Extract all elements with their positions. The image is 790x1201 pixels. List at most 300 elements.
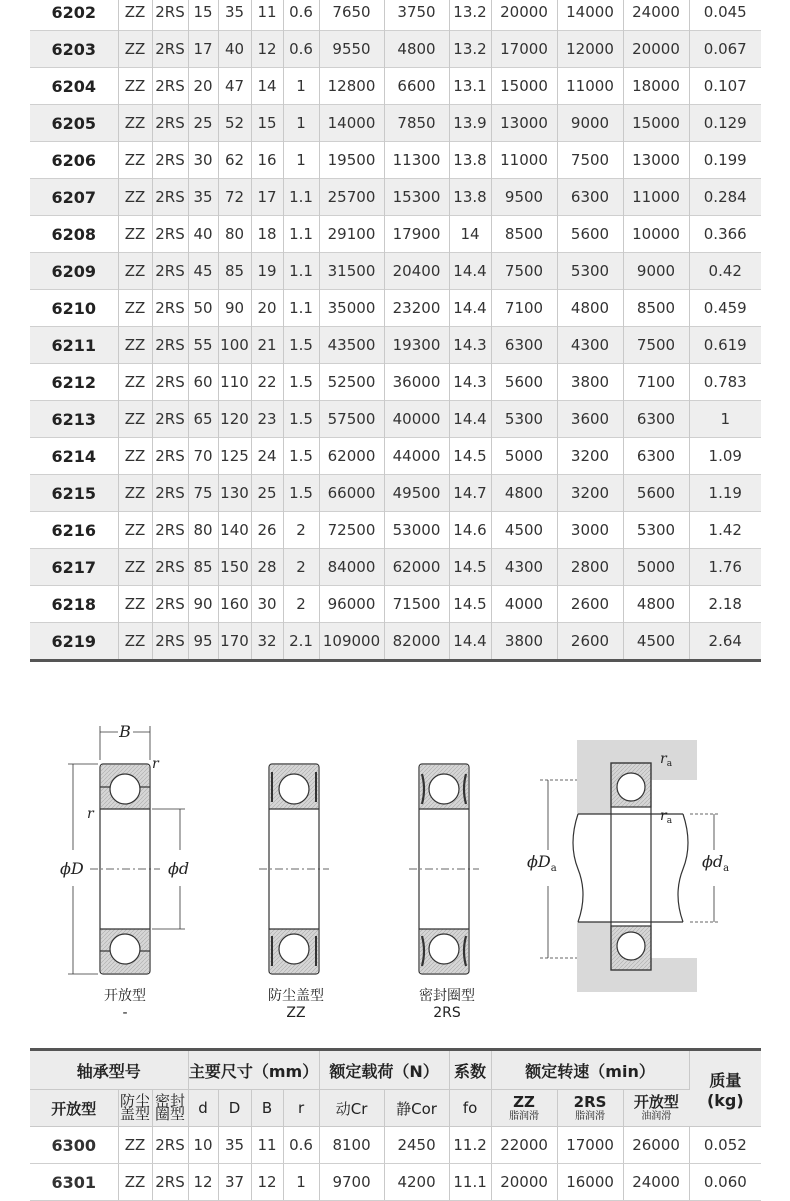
table-cell: 7850 xyxy=(384,105,449,142)
table-row xyxy=(30,179,761,216)
header-load: 额定载荷（N） xyxy=(319,1050,449,1090)
table-cell: 19 xyxy=(251,253,283,290)
table-cell: 1 xyxy=(689,401,761,438)
bearing-table-6300 xyxy=(30,1048,761,1201)
table-cell: 32 xyxy=(251,623,283,661)
table-cell: 14.4 xyxy=(449,401,491,438)
table-cell: 53000 xyxy=(384,512,449,549)
table-cell: 13.8 xyxy=(449,179,491,216)
table-row xyxy=(30,31,761,68)
table-cell: 1.1 xyxy=(283,179,319,216)
table-cell: 3800 xyxy=(491,623,557,661)
table-cell: 0.129 xyxy=(689,105,761,142)
table-cell: 1 xyxy=(283,142,319,179)
header-r: r xyxy=(283,1090,319,1127)
dim-ra-top-label: $r_a$ xyxy=(660,751,673,769)
table-cell: 5300 xyxy=(623,512,689,549)
shield-type-sublabel: ZZ xyxy=(286,1005,306,1021)
table-cell: ZZ xyxy=(118,327,152,364)
shield-type-label: 防尘盖型 xyxy=(268,988,324,1004)
table-row xyxy=(30,327,761,364)
table-cell: 11.1 xyxy=(449,1164,491,1201)
table-cell: 35 xyxy=(218,0,251,31)
table-cell: 11 xyxy=(251,0,283,31)
table-cell: 3750 xyxy=(384,0,449,31)
table-cell: 15 xyxy=(251,105,283,142)
model-cell: 6216 xyxy=(30,512,118,549)
table-cell: 0.459 xyxy=(703,299,747,317)
model-cell: 6213 xyxy=(30,401,118,438)
table-row xyxy=(30,105,761,142)
table-cell: 14 xyxy=(251,68,283,105)
table-cell: 2RS xyxy=(152,623,188,661)
table-row xyxy=(30,1164,761,1201)
seal-type-caption xyxy=(387,988,507,1022)
table-cell: 24000 xyxy=(623,0,689,31)
table-cell: 4800 xyxy=(491,475,557,512)
table-cell: 2450 xyxy=(384,1127,449,1164)
table-cell: 22000 xyxy=(491,1127,557,1164)
table-cell: ZZ xyxy=(118,105,152,142)
table-cell: 14.4 xyxy=(449,253,491,290)
table-cell: 50 xyxy=(188,290,218,327)
table-cell: 72 xyxy=(218,179,251,216)
table-cell: 62000 xyxy=(384,549,449,586)
table-cell: 35 xyxy=(188,179,218,216)
model-cell: 6301 xyxy=(30,1164,118,1201)
table-cell: 43500 xyxy=(319,327,384,364)
table-row xyxy=(30,475,761,512)
table-cell: 80 xyxy=(218,216,251,253)
table-cell: 0.067 xyxy=(689,31,761,68)
table-cell: 22 xyxy=(251,364,283,401)
table-cell: 5600 xyxy=(623,475,689,512)
table-cell: 49500 xyxy=(384,475,449,512)
table-cell: 35 xyxy=(218,1127,251,1164)
table-cell: 45 xyxy=(188,253,218,290)
table-cell: ZZ xyxy=(118,438,152,475)
open-type-sublabel: - xyxy=(122,1005,128,1021)
header-2rs: 2RS 脂润滑 xyxy=(557,1090,623,1127)
table-cell: 2.64 xyxy=(689,623,761,661)
table-cell: 3200 xyxy=(557,475,623,512)
table-cell: 1.1 xyxy=(283,290,319,327)
table-cell: 10000 xyxy=(623,216,689,253)
table-cell: 7500 xyxy=(623,327,689,364)
table-cell: 28 xyxy=(251,549,283,586)
table-row xyxy=(30,401,761,438)
table-cell: ZZ xyxy=(118,31,152,68)
table-cell: 82000 xyxy=(384,623,449,661)
table-cell: 72500 xyxy=(319,512,384,549)
table-cell: 15000 xyxy=(623,105,689,142)
table-cell: 2RS xyxy=(152,253,188,290)
table-cell: 4000 xyxy=(491,586,557,623)
table-cell: 1.09 xyxy=(708,447,742,465)
table-cell: 0.619 xyxy=(689,327,761,364)
table-cell: 12 xyxy=(251,31,283,68)
table-cell: 2RS xyxy=(152,0,188,31)
table-cell: 35000 xyxy=(319,290,384,327)
table-cell: 4800 xyxy=(384,31,449,68)
table-cell: 4800 xyxy=(623,586,689,623)
table-cell: 80 xyxy=(188,512,218,549)
table-cell: ZZ xyxy=(118,0,152,31)
table-cell: 4800 xyxy=(557,290,623,327)
table-cell: 1.1 xyxy=(283,216,319,253)
table-cell: 17 xyxy=(188,31,218,68)
table-cell: 1 xyxy=(283,105,319,142)
table-cell: 1.5 xyxy=(283,327,319,364)
table-cell: 5600 xyxy=(557,216,623,253)
table-cell: 57500 xyxy=(319,401,384,438)
table-cell: 170 xyxy=(218,623,251,661)
table-cell: 7100 xyxy=(491,290,557,327)
table-cell: 17000 xyxy=(491,31,557,68)
table-cell: 2RS xyxy=(152,1127,188,1164)
table-cell: 1.5 xyxy=(283,438,319,475)
table-cell: ZZ xyxy=(118,179,152,216)
table-row xyxy=(30,623,761,661)
table-cell: 37 xyxy=(218,1164,251,1201)
table-cell: 130 xyxy=(218,475,251,512)
table-cell: 13.2 xyxy=(449,0,491,31)
dim-D-label: ϕD xyxy=(60,859,84,878)
table-cell: 100 xyxy=(218,327,251,364)
table-cell: 25 xyxy=(251,475,283,512)
table-cell: 2RS xyxy=(152,364,188,401)
table-cell: 40 xyxy=(218,31,251,68)
table-cell: 1.76 xyxy=(689,549,761,586)
table-cell: 17900 xyxy=(384,216,449,253)
table-cell: 3000 xyxy=(557,512,623,549)
table-cell: 7500 xyxy=(557,142,623,179)
table-cell: 2RS xyxy=(152,216,188,253)
table-cell: 5300 xyxy=(557,253,623,290)
table-cell: ZZ xyxy=(118,549,152,586)
table-cell: 20000 xyxy=(491,0,557,31)
table-cell: 0.6 xyxy=(283,0,319,31)
table-cell: 4500 xyxy=(491,512,557,549)
table-cell: 14000 xyxy=(319,105,384,142)
bearing-diagrams xyxy=(0,700,790,1030)
table-cell: 30 xyxy=(251,586,283,623)
table-cell: 0.052 xyxy=(689,1127,761,1164)
table-cell: 2RS xyxy=(152,290,188,327)
model-cell: 6207 xyxy=(30,179,118,216)
model-cell: 6218 xyxy=(30,586,118,623)
header-speed: 额定转速（min） xyxy=(491,1050,689,1090)
header-mass xyxy=(689,1050,761,1127)
model-cell: 6202 xyxy=(30,0,118,31)
table-cell: 0.42 xyxy=(689,253,761,290)
table-cell: 1 xyxy=(283,1164,319,1201)
table-cell: 2RS xyxy=(152,1164,188,1201)
table-cell: ZZ xyxy=(118,216,152,253)
table-cell: 9500 xyxy=(491,179,557,216)
table-cell: 12800 xyxy=(319,68,384,105)
table-cell: 16000 xyxy=(557,1164,623,1201)
mounting-diagram xyxy=(540,740,720,992)
header-open-speed: 开放型 油润滑 xyxy=(623,1090,689,1127)
table-cell: ZZ xyxy=(118,512,152,549)
table-cell: 13.8 xyxy=(449,142,491,179)
header-cor: 静Cor xyxy=(384,1090,449,1127)
table-cell: 11 xyxy=(251,1127,283,1164)
seal-type-label: 密封圈型 xyxy=(419,988,475,1004)
table-row xyxy=(30,438,761,475)
table-cell: 14 xyxy=(449,216,491,253)
table-cell: 2 xyxy=(283,586,319,623)
table-cell: 14.4 xyxy=(449,623,491,661)
table-cell: ZZ xyxy=(118,401,152,438)
table-cell: 70 xyxy=(188,438,218,475)
table-cell: 6300 xyxy=(491,327,557,364)
table-cell: 2RS xyxy=(152,327,188,364)
table-cell: 14000 xyxy=(557,0,623,31)
shield-type-diagram xyxy=(259,764,329,974)
table-cell: 160 xyxy=(218,586,251,623)
table-cell: 1.1 xyxy=(283,253,319,290)
table-cell: 18000 xyxy=(623,68,689,105)
table-cell: 62000 xyxy=(319,438,384,475)
table-cell: 25700 xyxy=(319,179,384,216)
table-cell: 11000 xyxy=(557,68,623,105)
table-cell: 2RS xyxy=(152,401,188,438)
table-row xyxy=(30,68,761,105)
header-dims: 主要尺寸（mm） xyxy=(188,1050,319,1090)
table-cell: 11000 xyxy=(491,142,557,179)
table-cell: 9550 xyxy=(319,31,384,68)
shield-type-caption xyxy=(236,988,356,1022)
table-cell: 13.1 xyxy=(449,68,491,105)
table-cell: 2.1 xyxy=(283,623,319,661)
model-cell: 6204 xyxy=(30,68,118,105)
table-cell: 95 xyxy=(188,623,218,661)
table-cell: 40000 xyxy=(384,401,449,438)
table-row xyxy=(30,290,761,327)
table-cell: 2RS xyxy=(152,512,188,549)
table-cell: 20 xyxy=(251,290,283,327)
model-cell: 6210 xyxy=(30,290,118,327)
table-cell: 90 xyxy=(218,290,251,327)
table-cell: 65 xyxy=(188,401,218,438)
table-cell: 8500 xyxy=(491,216,557,253)
model-cell: 6215 xyxy=(30,475,118,512)
model-cell: 6205 xyxy=(30,105,118,142)
table-cell: 6300 xyxy=(623,401,689,438)
table-row xyxy=(30,253,761,290)
header-open: 开放型 xyxy=(30,1090,118,1127)
header-D: D xyxy=(218,1090,251,1127)
table-cell: 36000 xyxy=(384,364,449,401)
table-cell: 2800 xyxy=(557,549,623,586)
model-cell: 6208 xyxy=(30,216,118,253)
table-cell: ZZ xyxy=(118,1127,152,1164)
table-cell: 14.5 xyxy=(449,438,491,475)
table-cell: 15 xyxy=(188,0,218,31)
table-cell: ZZ xyxy=(118,1164,152,1201)
table-cell: 24 xyxy=(251,438,283,475)
table-cell: 26000 xyxy=(623,1127,689,1164)
table-cell: 3200 xyxy=(557,438,623,475)
table-cell: 9000 xyxy=(623,253,689,290)
table-cell: 44000 xyxy=(384,438,449,475)
table-cell: 71500 xyxy=(384,586,449,623)
table-row xyxy=(30,216,761,253)
table-row xyxy=(30,1127,761,1164)
table-cell: 40 xyxy=(188,216,218,253)
bearing-table-6200 xyxy=(30,0,761,662)
table-cell: 125 xyxy=(218,438,251,475)
table-cell: 15300 xyxy=(384,179,449,216)
table-cell: 11.2 xyxy=(449,1127,491,1164)
header-B: B xyxy=(251,1090,283,1127)
table-cell: 55 xyxy=(188,327,218,364)
header-model: 轴承型号 xyxy=(30,1050,188,1090)
table-cell: 3800 xyxy=(557,364,623,401)
table-cell: 4300 xyxy=(557,327,623,364)
table-cell: 19500 xyxy=(319,142,384,179)
model-cell: 6217 xyxy=(30,549,118,586)
table-row xyxy=(30,512,761,549)
header-mass-label: 质量 xyxy=(709,1070,742,1090)
table-cell: 5600 xyxy=(491,364,557,401)
table-cell: 110 xyxy=(218,364,251,401)
table-cell: 1.42 xyxy=(708,521,742,539)
table-cell: 0.6 xyxy=(283,31,319,68)
table-cell: 31500 xyxy=(319,253,384,290)
dim-d-label: ϕd xyxy=(168,859,190,878)
table-cell: ZZ xyxy=(118,68,152,105)
table-cell: 20000 xyxy=(491,1164,557,1201)
table-cell: 1.19 xyxy=(689,475,761,512)
table-row xyxy=(30,364,761,401)
seal-type-sublabel: 2RS xyxy=(433,1005,461,1021)
table-row xyxy=(30,586,761,623)
header-seal: 密封 圈型 xyxy=(152,1090,188,1127)
table-cell: ZZ xyxy=(118,586,152,623)
header-cr: 动Cr xyxy=(319,1090,384,1127)
table-cell: 2RS xyxy=(152,438,188,475)
table-cell: 5000 xyxy=(623,549,689,586)
table-cell: 150 xyxy=(218,549,251,586)
seal-type-diagram xyxy=(409,764,479,974)
table-cell: 7650 xyxy=(319,0,384,31)
table-cell: 66000 xyxy=(319,475,384,512)
table-cell: 2RS xyxy=(152,31,188,68)
table-row xyxy=(30,549,761,586)
table-cell: 90 xyxy=(188,586,218,623)
table-cell: 6300 xyxy=(623,438,689,475)
table-cell: ZZ xyxy=(118,475,152,512)
table-cell: 11300 xyxy=(384,142,449,179)
table-cell: 18 xyxy=(251,216,283,253)
table-cell: 62 xyxy=(218,142,251,179)
table-cell: ZZ xyxy=(118,290,152,327)
table-cell: ZZ xyxy=(118,364,152,401)
header-fo: fo xyxy=(449,1090,491,1127)
table-cell: 0.284 xyxy=(689,179,761,216)
table-cell: 23 xyxy=(251,401,283,438)
table-cell: 8500 xyxy=(623,290,689,327)
header-mass-unit: (kg) xyxy=(706,1090,744,1110)
table-cell: 25 xyxy=(188,105,218,142)
model-cell: 6212 xyxy=(30,364,118,401)
table-cell: 52500 xyxy=(319,364,384,401)
table-cell: 0.783 xyxy=(703,373,747,391)
table-cell: 2RS xyxy=(152,142,188,179)
table-cell: 4500 xyxy=(623,623,689,661)
dim-r-top-label: r xyxy=(152,756,159,772)
table-cell: 47 xyxy=(218,68,251,105)
table-cell: 5300 xyxy=(491,401,557,438)
model-cell: 6203 xyxy=(30,31,118,68)
table-cell: 1.5 xyxy=(283,475,319,512)
dim-r-side-label: r xyxy=(87,806,94,822)
table-cell: 60 xyxy=(188,364,218,401)
table-row xyxy=(30,0,761,31)
table-cell: 7500 xyxy=(491,253,557,290)
table-cell: 14.4 xyxy=(449,290,491,327)
table-cell: 2 xyxy=(283,512,319,549)
table-cell: 13000 xyxy=(491,105,557,142)
model-cell: 6209 xyxy=(30,253,118,290)
table-cell: 84000 xyxy=(319,549,384,586)
table-row xyxy=(30,142,761,179)
table-cell: 75 xyxy=(188,475,218,512)
table-cell: ZZ xyxy=(118,142,152,179)
table-cell: 15000 xyxy=(491,68,557,105)
table-cell: 52 xyxy=(218,105,251,142)
table-cell: 19300 xyxy=(384,327,449,364)
table-cell: 21 xyxy=(251,327,283,364)
table-cell: 2RS xyxy=(152,586,188,623)
dim-ra-side-label: $r_a$ xyxy=(660,808,673,826)
table-cell: 29100 xyxy=(319,216,384,253)
table-cell: 2600 xyxy=(557,623,623,661)
table-cell: 9000 xyxy=(557,105,623,142)
table-cell: 0.107 xyxy=(703,77,747,95)
table-cell: 14.5 xyxy=(449,586,491,623)
table-cell: 0.045 xyxy=(703,3,747,21)
table-cell: 12000 xyxy=(557,31,623,68)
table-cell: 2RS xyxy=(152,179,188,216)
table-cell: 24000 xyxy=(623,1164,689,1201)
table-cell: 23200 xyxy=(384,290,449,327)
table-cell: 14.5 xyxy=(449,549,491,586)
dim-Da-label: $\phi D_a$ xyxy=(527,852,557,874)
dim-B-label: B xyxy=(119,722,131,741)
table-cell: 14.3 xyxy=(449,327,491,364)
table-cell: 12 xyxy=(188,1164,218,1201)
table-cell: ZZ xyxy=(118,623,152,661)
table-cell: 6300 xyxy=(557,179,623,216)
table-cell: 4200 xyxy=(384,1164,449,1201)
model-cell: 6300 xyxy=(30,1127,118,1164)
table-cell: 20 xyxy=(188,68,218,105)
open-type-caption xyxy=(65,988,185,1022)
table-cell: 96000 xyxy=(319,586,384,623)
header-shield: 防尘 盖型 xyxy=(118,1090,152,1127)
table-cell: 2600 xyxy=(557,586,623,623)
table-cell: 0.366 xyxy=(703,225,747,243)
table-cell: 14.6 xyxy=(449,512,491,549)
table-cell: 1.5 xyxy=(283,401,319,438)
table-cell: 7100 xyxy=(623,364,689,401)
table-cell: 12 xyxy=(251,1164,283,1201)
table-cell: 17000 xyxy=(557,1127,623,1164)
